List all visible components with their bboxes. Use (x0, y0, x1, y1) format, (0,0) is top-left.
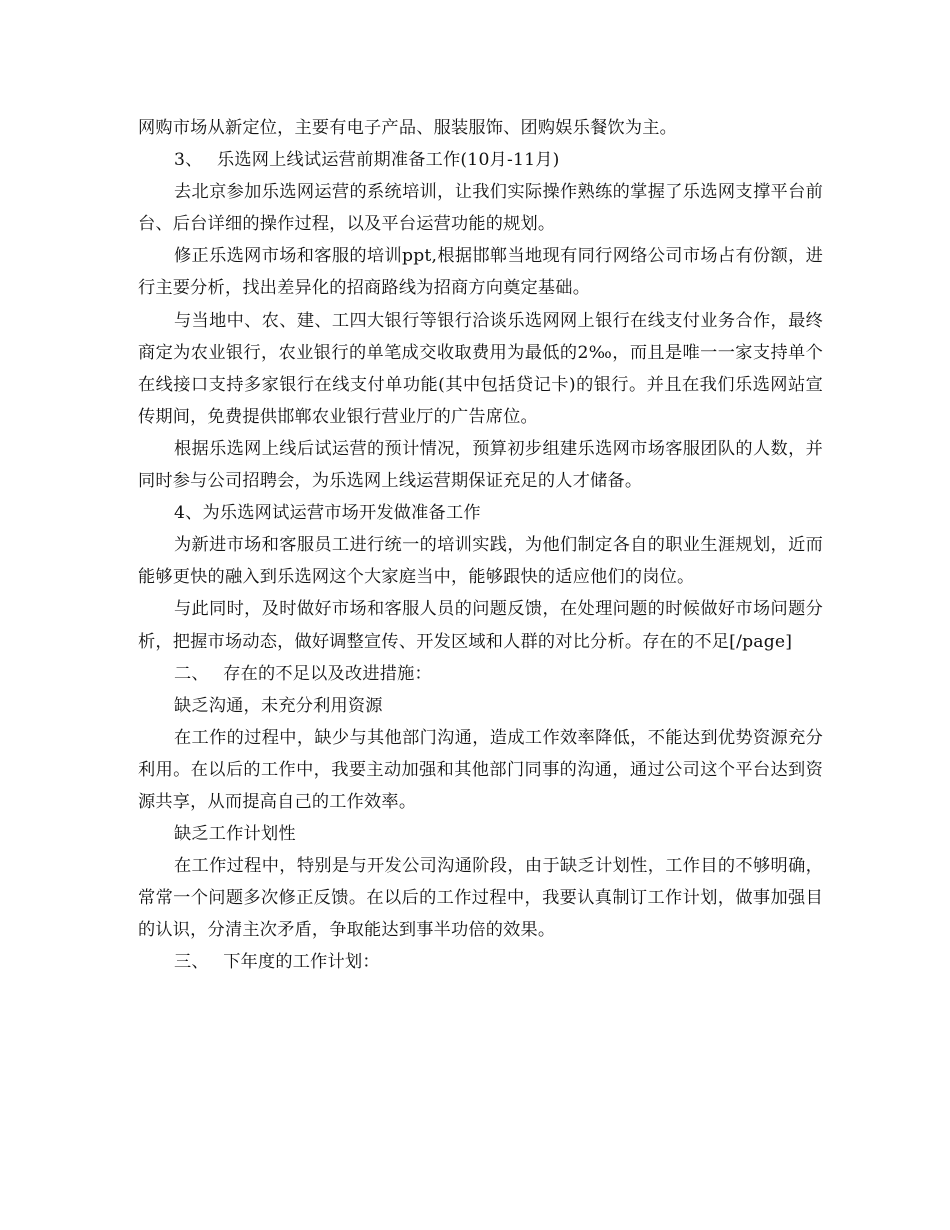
section-heading-two: 二、 存在的不足以及改进措施： (174, 663, 432, 684)
paragraph-3: 修正乐选网市场和客服的培训ppt,根据邯郸当地现有同行网络公司市场占有份额，进行主要分析，找出差异化的招商路线为招商方向奠定基础。 (138, 246, 823, 299)
document-body (138, 112, 823, 979)
section-heading-3: 3、 乐选网上线试运营前期准备工作(10月-11月) (174, 150, 560, 171)
section-heading-three: 三、 下年度的工作计划： (174, 952, 380, 973)
paragraph-1: 网购市场从新定位，主要有电子产品、服装服饰、团购娱乐餐饮为主。 (138, 118, 678, 138)
paragraph-8: 在工作的过程中，缺少与其他部门沟通，造成工作效率降低，不能达到优势资源充分利用。在以后的工作中，我要主动加强和其他部门同事的沟通，通过公司这个平台达到资源共享，从而提高自己的工作效率。 (138, 727, 823, 812)
paragraph-7: 与此同时，及时做好市场和客服人员的问题反馈，在处理问题的时候做好市场问题分析，把握市场动态，做好调整宣传、开发区域和人群的对比分析。存在的不足[/page] (138, 599, 823, 652)
paragraph-6: 为新进市场和客服员工进行统一的培训实践，为他们制定各自的职业生涯规划，近而能够更快的融入到乐选网这个大家庭当中，能够跟快的适应他们的岗位。 (138, 535, 823, 588)
subheading-communication: 缺乏沟通，未充分利用资源 (174, 695, 383, 716)
section-heading-4: 4、为乐选网试运营市场开发做准备工作 (174, 503, 481, 524)
paragraph-4: 与当地中、农、建、工四大银行等银行洽谈乐选网网上银行在线支付业务合作，最终商定为农业银行，农业银行的单笔成交收取费用为最低的2‰，而且是唯一一家支持单个在线接口支持多家银行在线支付单功能(其中包括贷记卡)的银行。并且在我们乐选网站宣传期间，免费提供邯郸农业银行营业厅的广告席位。 (138, 310, 823, 427)
paragraph-2: 去北京参加乐选网运营的系统培训，让我们实际操作熟练的掌握了乐选网支撑平台前台、后台详细的操作过程，以及平台运营功能的规划。 (138, 182, 823, 235)
paragraph-5: 根据乐选网上线后试运营的预计情况，预算初步组建乐选网市场客服团队的人数，并同时参与公司招聘会，为乐选网上线运营期保证充足的人才储备。 (138, 438, 823, 492)
subheading-planning: 缺乏工作计划性 (174, 824, 296, 845)
paragraph-9: 在工作过程中，特别是与开发公司沟通阶段，由于缺乏计划性，工作目的不够明确，常常一个问题多次修正反馈。在以后的工作过程中，我要认真制订工作计划，做事加强目的认识，分清主次矛盾，争取能达到事半功倍的效果。 (138, 856, 823, 941)
